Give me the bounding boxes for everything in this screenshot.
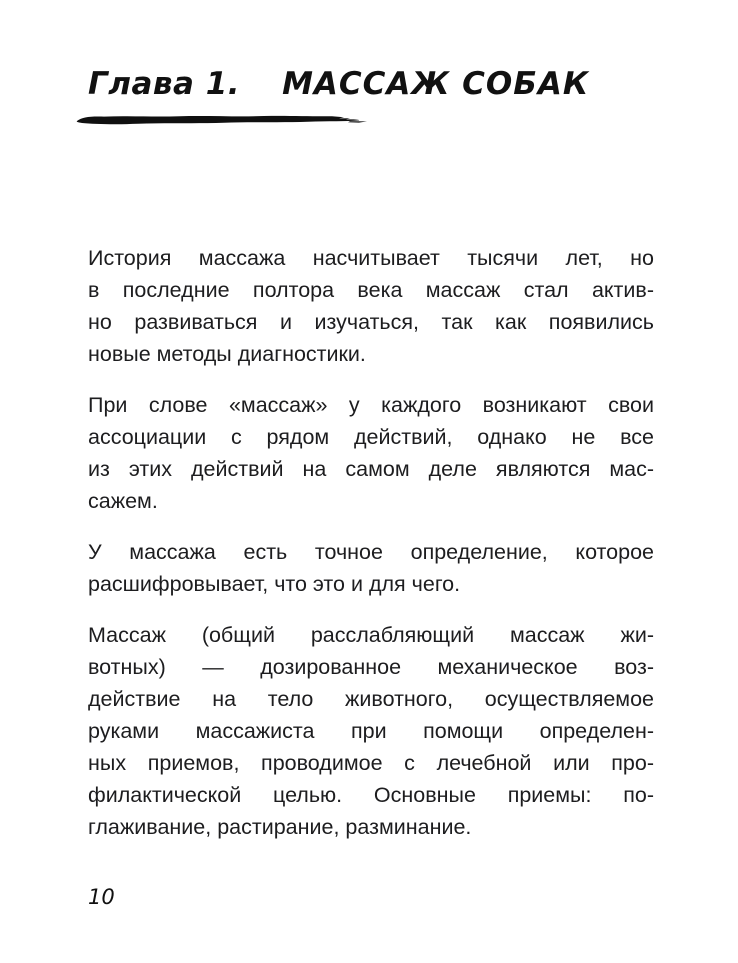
text-line: расшифровывает, что это и для чего. <box>88 572 461 596</box>
paragraph <box>88 389 654 517</box>
text-line: При слове «массаж» у каждого возникают свои <box>88 393 654 417</box>
text-line: новые методы диагностики. <box>88 342 366 366</box>
text-line: История массажа насчитывает тысячи лет, но <box>88 246 654 270</box>
text-line: руками массажиста при помощи определен- <box>88 719 654 743</box>
text-line: вотных) — дозированное механическое воз- <box>88 655 654 679</box>
text-line: сажем. <box>88 489 158 513</box>
text-line: действие на тело животного, осуществляемое <box>88 687 654 711</box>
paragraph <box>88 619 654 843</box>
text-line: но развиваться и изучаться, так как появились <box>88 310 654 334</box>
text-line: ассоциации с рядом действий, однако не все <box>88 425 654 449</box>
text-line: У массажа есть точное определение, которое <box>88 540 654 564</box>
chapter-heading <box>88 66 589 102</box>
brush-stroke-icon <box>76 113 368 129</box>
text-line: ных приемов, проводимое с лечебной или про- <box>88 751 654 775</box>
text-line: из этих действий на самом деле являются мас- <box>88 457 654 481</box>
text-line: в последние полтора века массаж стал актив- <box>88 278 654 302</box>
paragraph <box>88 536 654 600</box>
heading-underline-stroke <box>76 113 368 129</box>
page-number: 10 <box>88 885 115 909</box>
chapter-title: МАССАЖ СОБАК <box>282 66 590 102</box>
paragraph <box>88 242 654 370</box>
body-text <box>88 242 654 862</box>
text-line: глаживание, растирание, разминание. <box>88 815 472 839</box>
text-line: филактической целью. Основные приемы: по- <box>88 783 654 807</box>
text-line: Массаж (общий расслабляющий массаж жи- <box>88 623 654 647</box>
chapter-label: Глава 1. <box>88 66 241 102</box>
